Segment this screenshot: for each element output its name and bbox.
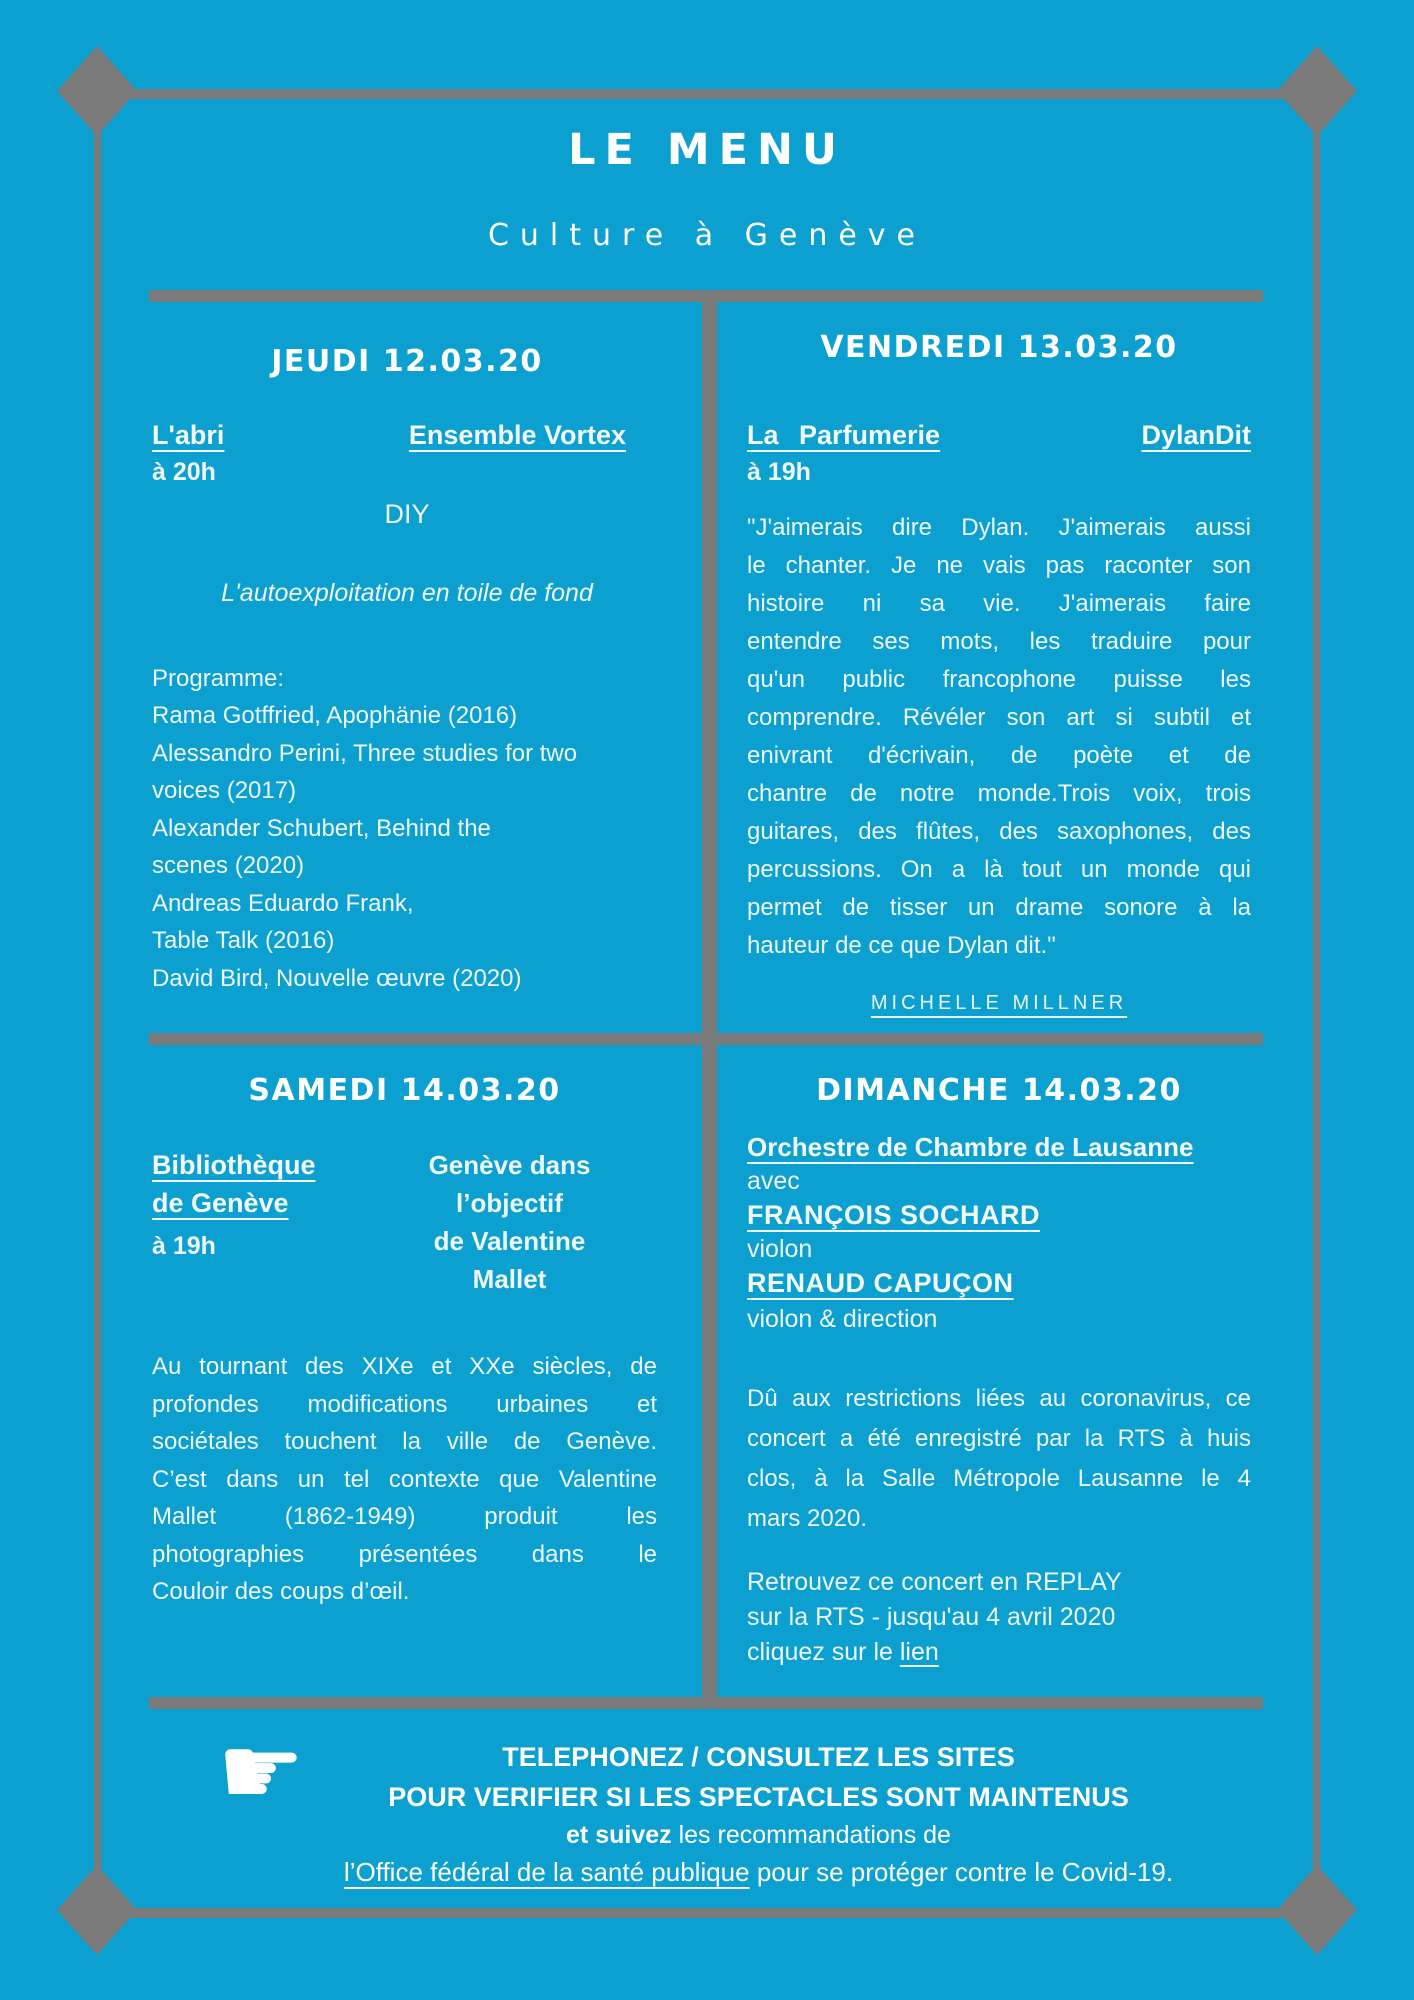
quote-line: le chanter. Je ne vais pas raconter son xyxy=(747,552,1251,579)
samedi-paragraph xyxy=(152,1348,657,1611)
samedi-venue-block xyxy=(152,1146,402,1266)
section-vendredi xyxy=(717,302,1263,1033)
quote-line: entendre ses mots, les traduire pour xyxy=(747,628,1251,655)
quote-line: comprendre. Révéler son art si subtil et xyxy=(747,704,1251,731)
programme-line: Alessandro Perini, Three studies for two xyxy=(152,739,578,767)
section-samedi xyxy=(150,1045,702,1697)
quote-line: qu'un public francophone puisse les xyxy=(747,666,1251,693)
page-title: LE MENU xyxy=(568,125,846,175)
footer-line2: POUR VERIFIER SI LES SPECTACLES SONT MAINTENUS xyxy=(388,1782,1129,1812)
page-subtitle: Culture à Genève xyxy=(487,218,927,253)
column-divider xyxy=(702,302,717,1709)
jeudi-ensemble-link[interactable]: Ensemble Vortex xyxy=(408,420,626,450)
vendredi-credit-wrap xyxy=(747,984,1251,1020)
pointing-hand-icon: ☛ xyxy=(217,1715,305,1829)
masthead xyxy=(101,125,1313,253)
ofsp-link[interactable]: l’Office fédéral de la santé publique xyxy=(343,1857,750,1887)
programme-line: Programme: xyxy=(152,664,285,692)
programme-line: voices (2017) xyxy=(152,777,297,804)
quote-line: hauteur de ce que Dylan dit." xyxy=(747,932,1056,959)
samedi-time: à 19h xyxy=(152,1232,216,1260)
replay-line3-prefix: cliquez sur le xyxy=(747,1638,900,1666)
vendredi-time: à 19h xyxy=(747,458,811,486)
paragraph-line: photographies présentées dans le xyxy=(152,1540,657,1568)
vendredi-venue-row xyxy=(747,415,1251,455)
programme-line: Table Talk (2016) xyxy=(152,927,335,954)
paragraph-line: mars 2020. xyxy=(747,1505,868,1532)
quote-line: chantre de notre monde.Trois voix, trois xyxy=(747,780,1251,807)
quote-line: enivrant d'écrivain, de poète et de xyxy=(747,742,1251,769)
section-jeudi xyxy=(150,302,702,1033)
dimanche-role1: violon xyxy=(747,1235,813,1263)
dimanche-soloist2 xyxy=(747,1264,1251,1302)
footer-notice xyxy=(149,1709,1263,1907)
vendredi-day-header: VENDREDI 13.03.20 xyxy=(820,330,1178,365)
dimanche-paragraph xyxy=(747,1379,1251,1539)
quote-line: "J'aimerais dire Dylan. J'aimerais aussi xyxy=(747,514,1251,541)
replay-line3 xyxy=(747,1635,1251,1670)
replay-link[interactable]: lien xyxy=(899,1638,939,1666)
quote-line: histoire ni sa vie. J'aimerais faire xyxy=(747,590,1251,617)
programme-line: scenes (2020) xyxy=(152,852,305,879)
programme-line: Andreas Eduardo Frank, xyxy=(152,889,414,917)
dimanche-orchestra xyxy=(747,1128,1251,1166)
paragraph-line: Dû aux restrictions liées au coronavirus, ce xyxy=(747,1385,1251,1412)
jeudi-event-title: DIY xyxy=(384,499,430,529)
paragraph-line: sociétales touchent la ville de Genève. xyxy=(152,1428,657,1455)
paragraph-line: clos, à la Salle Métropole Lausanne le 4 xyxy=(747,1465,1251,1492)
dimanche-day-header: DIMANCHE 14.03.20 xyxy=(816,1073,1182,1108)
samedi-day-header: SAMEDI 14.03.20 xyxy=(248,1073,561,1108)
section-dimanche xyxy=(717,1045,1263,1697)
jeudi-venue-link[interactable]: L'abri xyxy=(152,420,225,450)
dimanche-role2: violon & direction xyxy=(747,1305,938,1333)
paragraph-line: profondes modifications urbaines et xyxy=(152,1390,657,1418)
footer-line1: TELEPHONEZ / CONSULTEZ LES SITES xyxy=(502,1742,1015,1772)
footer-text xyxy=(149,1709,1263,1891)
paragraph-line: Couloir des coups d’œil. xyxy=(152,1578,410,1605)
vendredi-quote xyxy=(747,509,1251,965)
dimanche-avec: avec xyxy=(747,1167,800,1195)
paragraph-line: Au tournant des XIXe et XXe siècles, de xyxy=(152,1353,657,1380)
dimanche-soloist1-link[interactable]: FRANÇOIS SOCHARD xyxy=(747,1200,1041,1230)
jeudi-venue-row xyxy=(152,415,662,455)
dimanche-replay-block xyxy=(747,1565,1251,1670)
samedi-expo-line2: de Valentine Mallet xyxy=(433,1226,586,1294)
footer-line3 xyxy=(254,1817,1263,1854)
jeudi-day-header: JEUDI 12.03.20 xyxy=(271,344,543,379)
jeudi-event-subtitle: L'autoexploitation en toile de fond xyxy=(221,579,593,607)
programme-line: David Bird, Nouvelle œuvre (2020) xyxy=(152,964,522,992)
header-divider xyxy=(149,290,1263,302)
vendredi-credit-link[interactable]: MICHELLE MILLNER xyxy=(870,992,1128,1014)
quote-line: percussions. On a là tout un monde qui xyxy=(747,856,1251,883)
vendredi-venue-link[interactable]: La Parfumerie xyxy=(747,420,941,450)
quote-line: permet de tisser un drame sonore à la xyxy=(747,894,1251,921)
samedi-expo-title xyxy=(402,1146,657,1298)
dimanche-soloist1 xyxy=(747,1196,1251,1234)
samedi-venue-link-line2[interactable]: de Genève xyxy=(152,1188,289,1218)
replay-line1: Retrouvez ce concert en REPLAY xyxy=(747,1568,1122,1596)
footer-line3-bold: et suivez xyxy=(566,1821,672,1849)
quote-line: guitares, des flûtes, des saxophones, des xyxy=(747,818,1251,845)
paragraph-line: C’est dans un tel contexte que Valentine xyxy=(152,1465,657,1493)
footer-line4 xyxy=(254,1854,1263,1891)
samedi-venue-row xyxy=(152,1146,657,1298)
programme-line: Alexander Schubert, Behind the xyxy=(152,814,491,842)
jeudi-time: à 20h xyxy=(152,458,216,486)
paragraph-line: Mallet (1862-1949) produit les xyxy=(152,1503,657,1530)
dimanche-soloist2-link[interactable]: RENAUD CAPUÇON xyxy=(747,1268,1014,1298)
programme-line: Rama Gotffried, Apophänie (2016) xyxy=(152,702,518,729)
footer-line3-rest: les recommandations de xyxy=(671,1821,951,1849)
samedi-venue-link-line1[interactable]: Bibliothèque xyxy=(152,1150,316,1180)
jeudi-programme-list xyxy=(152,660,662,998)
vendredi-artist-link[interactable]: DylanDit xyxy=(1141,420,1251,450)
paragraph-line: concert a été enregistré par la RTS à huis xyxy=(747,1425,1251,1452)
samedi-expo-line1: Genève dans l’objectif xyxy=(428,1150,591,1218)
footer-line4-rest: pour se protéger contre le Covid-19. xyxy=(749,1857,1174,1887)
dimanche-orchestra-link[interactable]: Orchestre de Chambre de Lausanne xyxy=(747,1132,1194,1162)
replay-line2: sur la RTS - jusqu'au 4 avril 2020 xyxy=(747,1603,1116,1631)
